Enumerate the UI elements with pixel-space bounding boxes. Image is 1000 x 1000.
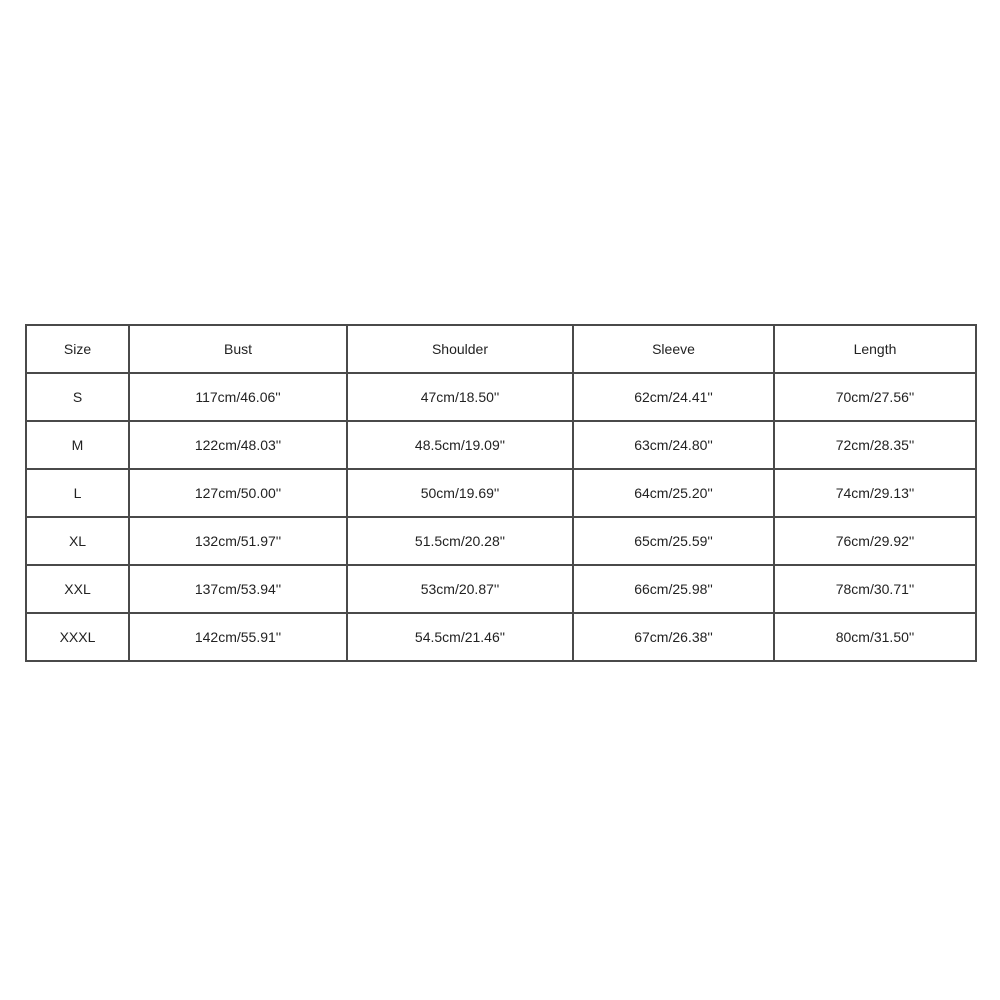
cell-bust: 122cm/48.03'' bbox=[129, 421, 347, 469]
cell-sleeve: 65cm/25.59'' bbox=[573, 517, 774, 565]
cell-length: 76cm/29.92'' bbox=[774, 517, 976, 565]
header-bust: Bust bbox=[129, 325, 347, 373]
header-row bbox=[26, 325, 976, 373]
table-row bbox=[26, 469, 976, 517]
header-size: Size bbox=[26, 325, 129, 373]
cell-shoulder: 48.5cm/19.09'' bbox=[347, 421, 573, 469]
cell-shoulder: 47cm/18.50'' bbox=[347, 373, 573, 421]
size-chart-table bbox=[25, 324, 977, 662]
header-shoulder: Shoulder bbox=[347, 325, 573, 373]
cell-bust: 132cm/51.97'' bbox=[129, 517, 347, 565]
cell-size: XL bbox=[26, 517, 129, 565]
cell-bust: 127cm/50.00'' bbox=[129, 469, 347, 517]
table-row bbox=[26, 421, 976, 469]
cell-sleeve: 63cm/24.80'' bbox=[573, 421, 774, 469]
table-row bbox=[26, 373, 976, 421]
cell-size: M bbox=[26, 421, 129, 469]
cell-length: 80cm/31.50'' bbox=[774, 613, 976, 661]
header-sleeve: Sleeve bbox=[573, 325, 774, 373]
cell-size: XXXL bbox=[26, 613, 129, 661]
cell-bust: 117cm/46.06'' bbox=[129, 373, 347, 421]
header-length: Length bbox=[774, 325, 976, 373]
cell-sleeve: 67cm/26.38'' bbox=[573, 613, 774, 661]
cell-size: XXL bbox=[26, 565, 129, 613]
cell-bust: 142cm/55.91'' bbox=[129, 613, 347, 661]
cell-length: 72cm/28.35'' bbox=[774, 421, 976, 469]
cell-shoulder: 50cm/19.69'' bbox=[347, 469, 573, 517]
cell-bust: 137cm/53.94'' bbox=[129, 565, 347, 613]
cell-shoulder: 54.5cm/21.46'' bbox=[347, 613, 573, 661]
cell-length: 74cm/29.13'' bbox=[774, 469, 976, 517]
cell-sleeve: 66cm/25.98'' bbox=[573, 565, 774, 613]
cell-size: S bbox=[26, 373, 129, 421]
table-row bbox=[26, 613, 976, 661]
cell-length: 70cm/27.56'' bbox=[774, 373, 976, 421]
table-row bbox=[26, 517, 976, 565]
cell-sleeve: 62cm/24.41'' bbox=[573, 373, 774, 421]
cell-shoulder: 53cm/20.87'' bbox=[347, 565, 573, 613]
cell-length: 78cm/30.71'' bbox=[774, 565, 976, 613]
table-row bbox=[26, 565, 976, 613]
cell-sleeve: 64cm/25.20'' bbox=[573, 469, 774, 517]
cell-shoulder: 51.5cm/20.28'' bbox=[347, 517, 573, 565]
cell-size: L bbox=[26, 469, 129, 517]
